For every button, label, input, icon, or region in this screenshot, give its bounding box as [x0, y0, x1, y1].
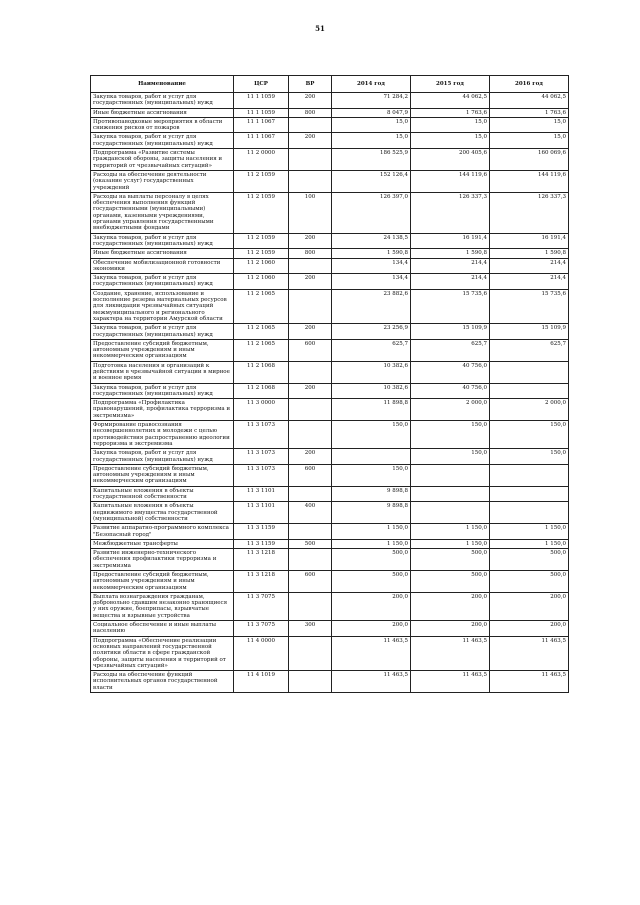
row-2016-cell: 150,0	[490, 421, 569, 449]
row-2014-cell: 134,4	[332, 258, 411, 274]
row-2015-cell: 40 756,0	[411, 361, 490, 383]
table-row	[91, 524, 569, 540]
row-2016-cell: 500,0	[490, 549, 569, 571]
row-2014-cell: 11 463,5	[332, 671, 411, 693]
table-row	[91, 421, 569, 449]
table-row	[91, 361, 569, 383]
table-row	[91, 233, 569, 249]
table-row	[91, 621, 569, 637]
row-2015-cell	[411, 502, 490, 524]
row-csr-cell: 11 2 1068	[234, 383, 289, 399]
row-2015-cell: 500,0	[411, 571, 490, 593]
table-row	[91, 539, 569, 548]
row-2015-cell: 150,0	[411, 421, 490, 449]
row-2015-cell: 500,0	[411, 549, 490, 571]
table-row	[91, 93, 569, 109]
row-2014-cell: 1 150,0	[332, 539, 411, 548]
row-name-cell: Развитие аппаратно-программного комплекса "Безопасный город"	[91, 524, 234, 540]
row-vr-cell	[289, 636, 332, 670]
row-2014-cell: 500,0	[332, 549, 411, 571]
row-vr-cell: 500	[289, 539, 332, 548]
row-name-cell: Расходы на обеспечение деятельности (оказание услуг) государственных учреждений	[91, 170, 234, 192]
row-2015-cell: 2 000,0	[411, 399, 490, 421]
row-2016-cell: 1 590,8	[490, 249, 569, 258]
row-2016-cell: 11 463,5	[490, 671, 569, 693]
row-2016-cell: 15,0	[490, 117, 569, 133]
table-row	[91, 592, 569, 620]
row-vr-cell	[289, 421, 332, 449]
row-vr-cell	[289, 592, 332, 620]
row-2014-cell	[332, 449, 411, 465]
table-row	[91, 192, 569, 233]
row-vr-cell: 600	[289, 464, 332, 486]
row-csr-cell: 11 3 1159	[234, 524, 289, 540]
row-2015-cell: 126 337,3	[411, 192, 490, 233]
table-row	[91, 149, 569, 171]
row-csr-cell: 11 2 1065	[234, 324, 289, 340]
row-2015-cell: 214,4	[411, 258, 490, 274]
row-2014-cell: 24 138,5	[332, 233, 411, 249]
table-row	[91, 571, 569, 593]
row-csr-cell: 11 3 7075	[234, 621, 289, 637]
row-name-cell: Противопаводковые мероприятия в области снижения рисков от пожаров	[91, 117, 234, 133]
row-name-cell: Расходы на выплаты персоналу в целях обеспечения выполнения функций государственными (муниципальными) органами, казенными учреждениями, органами управления государственными внебюджетными фондами	[91, 192, 234, 233]
row-vr-cell	[289, 671, 332, 693]
row-2014-cell: 1 590,8	[332, 249, 411, 258]
row-csr-cell: 11 2 1060	[234, 258, 289, 274]
row-name-cell: Подпрограмма «Профилактика правонарушений, профилактика терроризма и экстремизма»	[91, 399, 234, 421]
row-vr-cell	[289, 486, 332, 502]
header-2016: 2016 год	[490, 76, 569, 93]
row-2016-cell: 44 062,5	[490, 93, 569, 109]
row-vr-cell	[289, 549, 332, 571]
row-name-cell: Закупка товаров, работ и услуг для государственных (муниципальных) нужд	[91, 449, 234, 465]
row-csr-cell: 11 3 1101	[234, 502, 289, 524]
row-2015-cell: 11 463,5	[411, 636, 490, 670]
row-name-cell: Развитие инженерно-технического обеспечения профилактики терроризма и экстремизма	[91, 549, 234, 571]
row-2014-cell: 150,0	[332, 421, 411, 449]
row-vr-cell: 200	[289, 93, 332, 109]
table-row	[91, 636, 569, 670]
row-2015-cell: 15 109,9	[411, 324, 490, 340]
row-csr-cell: 11 2 0000	[234, 149, 289, 171]
header-vr: ВР	[289, 76, 332, 93]
row-csr-cell: 11 2 1060	[234, 274, 289, 290]
row-vr-cell: 200	[289, 449, 332, 465]
row-2016-cell	[490, 486, 569, 502]
row-name-cell: Предоставление субсидий бюджетным, автономным учреждениям и иным некоммерческим организациям	[91, 339, 234, 361]
row-name-cell: Социальное обеспечение и иные выплаты населению	[91, 621, 234, 637]
table-row	[91, 289, 569, 323]
table-row	[91, 324, 569, 340]
row-name-cell: Выплата вознаграждения гражданам, добровольно сдавшим незаконно хранящиеся у них оружие, боеприпасы, взрывчатые вещества и взрывные устройства	[91, 592, 234, 620]
row-2016-cell: 500,0	[490, 571, 569, 593]
row-vr-cell	[289, 399, 332, 421]
row-name-cell: Создание, хранение, использование и восполнение резерва материальных ресурсов для ликвидации чрезвычайных ситуаций межмуниципального и регионального характера на территории Амурской области	[91, 289, 234, 323]
row-2014-cell: 15,0	[332, 133, 411, 149]
row-name-cell: Межбюджетные трансферты	[91, 539, 234, 548]
row-2014-cell: 500,0	[332, 571, 411, 593]
row-2015-cell: 1 150,0	[411, 539, 490, 548]
row-name-cell: Закупка товаров, работ и услуг для государственных (муниципальных) нужд	[91, 383, 234, 399]
row-csr-cell: 11 4 1019	[234, 671, 289, 693]
row-csr-cell: 11 2 1065	[234, 289, 289, 323]
row-name-cell: Закупка товаров, работ и услуг для государственных (муниципальных) нужд	[91, 324, 234, 340]
row-csr-cell: 11 3 1159	[234, 539, 289, 548]
row-2016-cell: 1 150,0	[490, 539, 569, 548]
row-2014-cell: 23 256,9	[332, 324, 411, 340]
row-2014-cell: 200,0	[332, 592, 411, 620]
row-2015-cell: 625,7	[411, 339, 490, 361]
row-2016-cell: 126 337,3	[490, 192, 569, 233]
row-2014-cell: 23 882,6	[332, 289, 411, 323]
row-2015-cell: 44 062,5	[411, 93, 490, 109]
table-row	[91, 399, 569, 421]
row-2016-cell: 11 463,5	[490, 636, 569, 670]
row-vr-cell: 600	[289, 571, 332, 593]
header-2015: 2015 год	[411, 76, 490, 93]
row-2015-cell: 16 191,4	[411, 233, 490, 249]
table-row	[91, 170, 569, 192]
row-name-cell: Закупка товаров, работ и услуг для государственных (муниципальных) нужд	[91, 233, 234, 249]
row-2014-cell: 15,0	[332, 117, 411, 133]
table-header-row	[91, 76, 569, 93]
row-vr-cell: 200	[289, 383, 332, 399]
row-2016-cell: 15 735,6	[490, 289, 569, 323]
row-name-cell: Предоставление субсидий бюджетным, автономным учреждениям и иным некоммерческим организациям	[91, 571, 234, 593]
row-2014-cell: 10 382,6	[332, 361, 411, 383]
row-csr-cell: 11 3 7075	[234, 592, 289, 620]
row-vr-cell: 200	[289, 274, 332, 290]
row-csr-cell: 11 2 1059	[234, 249, 289, 258]
row-name-cell: Подготовка населения и организаций к действиям в чрезвычайной ситуации в мирное и военное время	[91, 361, 234, 383]
row-2016-cell: 15 109,9	[490, 324, 569, 340]
row-2016-cell: 1 763,6	[490, 108, 569, 117]
row-2014-cell: 1 150,0	[332, 524, 411, 540]
row-name-cell: Формирование правосознания несовершеннолетних и молодежи с целью противодействия распространению идеологии терроризма и экстремизма	[91, 421, 234, 449]
header-name: Наименование	[91, 76, 234, 93]
row-name-cell: Иные бюджетные ассигнования	[91, 108, 234, 117]
row-csr-cell: 11 3 1073	[234, 464, 289, 486]
row-2014-cell: 150,0	[332, 464, 411, 486]
row-csr-cell: 11 2 1059	[234, 170, 289, 192]
row-2014-cell: 200,0	[332, 621, 411, 637]
row-2016-cell	[490, 361, 569, 383]
table-row	[91, 502, 569, 524]
row-vr-cell: 600	[289, 339, 332, 361]
row-2015-cell: 144 119,6	[411, 170, 490, 192]
row-2015-cell: 11 463,5	[411, 671, 490, 693]
row-csr-cell: 11 1 1067	[234, 133, 289, 149]
row-2014-cell: 10 382,6	[332, 383, 411, 399]
table-row	[91, 258, 569, 274]
row-2016-cell: 1 150,0	[490, 524, 569, 540]
row-2016-cell	[490, 464, 569, 486]
row-2016-cell: 144 119,6	[490, 170, 569, 192]
row-vr-cell	[289, 258, 332, 274]
row-csr-cell: 11 3 1073	[234, 449, 289, 465]
row-2015-cell	[411, 486, 490, 502]
row-name-cell: Капитальные вложения в объекты недвижимого имущества государственной (муниципальной) собственности	[91, 502, 234, 524]
row-name-cell: Обеспечение мобилизационной готовности экономики	[91, 258, 234, 274]
row-2016-cell: 2 000,0	[490, 399, 569, 421]
table-row	[91, 117, 569, 133]
row-2014-cell: 126 397,0	[332, 192, 411, 233]
row-name-cell: Закупка товаров, работ и услуг для государственных (муниципальных) нужд	[91, 133, 234, 149]
row-csr-cell: 11 2 1059	[234, 192, 289, 233]
row-2014-cell: 134,4	[332, 274, 411, 290]
row-csr-cell: 11 1 1059	[234, 93, 289, 109]
row-2015-cell: 200 405,6	[411, 149, 490, 171]
row-2015-cell: 40 756,0	[411, 383, 490, 399]
row-name-cell: Подпрограмма «Обеспечение реализации основных направлений государственной политики области в сфере гражданской обороны, защиты населения и территорий от чрезвычайных ситуаций»	[91, 636, 234, 670]
table-row	[91, 549, 569, 571]
row-vr-cell	[289, 289, 332, 323]
row-2015-cell: 200,0	[411, 621, 490, 637]
row-2016-cell: 200,0	[490, 592, 569, 620]
row-2015-cell: 1 150,0	[411, 524, 490, 540]
row-vr-cell: 400	[289, 502, 332, 524]
row-2015-cell: 200,0	[411, 592, 490, 620]
row-vr-cell: 800	[289, 249, 332, 258]
table-row	[91, 108, 569, 117]
row-2016-cell: 160 069,6	[490, 149, 569, 171]
row-2016-cell: 16 191,4	[490, 233, 569, 249]
row-csr-cell: 11 3 1101	[234, 486, 289, 502]
row-vr-cell: 800	[289, 108, 332, 117]
row-name-cell: Подпрограмма «Развитие системы гражданской обороны, защиты населения и территорий от чрезвычайных ситуаций»	[91, 149, 234, 171]
page-number: 51	[315, 24, 325, 33]
row-2014-cell: 11 898,8	[332, 399, 411, 421]
table-row	[91, 449, 569, 465]
header-2014: 2014 год	[332, 76, 411, 93]
table-row	[91, 339, 569, 361]
row-2015-cell	[411, 464, 490, 486]
row-name-cell: Закупка товаров, работ и услуг для государственных (муниципальных) нужд	[91, 93, 234, 109]
table-row	[91, 383, 569, 399]
row-name-cell: Иные бюджетные ассигнования	[91, 249, 234, 258]
row-csr-cell: 11 2 1059	[234, 233, 289, 249]
row-vr-cell: 100	[289, 192, 332, 233]
row-csr-cell: 11 3 1218	[234, 571, 289, 593]
row-2016-cell	[490, 383, 569, 399]
row-vr-cell: 200	[289, 233, 332, 249]
row-2014-cell: 8 047,9	[332, 108, 411, 117]
row-vr-cell: 200	[289, 324, 332, 340]
row-vr-cell	[289, 117, 332, 133]
row-vr-cell	[289, 524, 332, 540]
row-2015-cell: 15,0	[411, 133, 490, 149]
row-2014-cell: 186 525,9	[332, 149, 411, 171]
row-2016-cell: 625,7	[490, 339, 569, 361]
table-row	[91, 274, 569, 290]
row-csr-cell: 11 2 1065	[234, 339, 289, 361]
row-2016-cell: 214,4	[490, 258, 569, 274]
table-body	[91, 93, 569, 693]
table-row	[91, 671, 569, 693]
row-2015-cell: 15 735,6	[411, 289, 490, 323]
row-vr-cell	[289, 149, 332, 171]
row-2014-cell: 71 284,2	[332, 93, 411, 109]
header-csr: ЦСР	[234, 76, 289, 93]
row-2015-cell: 150,0	[411, 449, 490, 465]
row-2014-cell: 9 898,8	[332, 502, 411, 524]
row-csr-cell: 11 3 1073	[234, 421, 289, 449]
row-csr-cell: 11 3 0000	[234, 399, 289, 421]
row-vr-cell: 200	[289, 133, 332, 149]
row-name-cell: Расходы на обеспечение функций исполнительных органов государственной власти	[91, 671, 234, 693]
row-csr-cell: 11 1 1059	[234, 108, 289, 117]
table-row	[91, 464, 569, 486]
table-row	[91, 133, 569, 149]
row-name-cell: Капитальные вложения в объекты государственной собственности	[91, 486, 234, 502]
row-2014-cell: 9 898,8	[332, 486, 411, 502]
table-row	[91, 486, 569, 502]
row-name-cell: Закупка товаров, работ и услуг для государственных (муниципальных) нужд	[91, 274, 234, 290]
row-vr-cell	[289, 361, 332, 383]
row-2016-cell	[490, 502, 569, 524]
row-vr-cell: 300	[289, 621, 332, 637]
row-2016-cell: 15,0	[490, 133, 569, 149]
row-csr-cell: 11 2 1068	[234, 361, 289, 383]
row-2015-cell: 15,0	[411, 117, 490, 133]
row-2016-cell: 214,4	[490, 274, 569, 290]
table-row	[91, 249, 569, 258]
row-2015-cell: 214,4	[411, 274, 490, 290]
budget-table	[90, 75, 569, 693]
row-name-cell: Предоставление субсидий бюджетным, автономным учреждениям и иным некоммерческим организациям	[91, 464, 234, 486]
row-csr-cell: 11 1 1067	[234, 117, 289, 133]
row-2015-cell: 1 590,8	[411, 249, 490, 258]
row-2015-cell: 1 763,6	[411, 108, 490, 117]
row-vr-cell	[289, 170, 332, 192]
row-2014-cell: 152 126,4	[332, 170, 411, 192]
row-2016-cell: 200,0	[490, 621, 569, 637]
row-csr-cell: 11 3 1218	[234, 549, 289, 571]
row-2014-cell: 11 463,5	[332, 636, 411, 670]
row-csr-cell: 11 4 0000	[234, 636, 289, 670]
row-2016-cell: 150,0	[490, 449, 569, 465]
row-2014-cell: 625,7	[332, 339, 411, 361]
